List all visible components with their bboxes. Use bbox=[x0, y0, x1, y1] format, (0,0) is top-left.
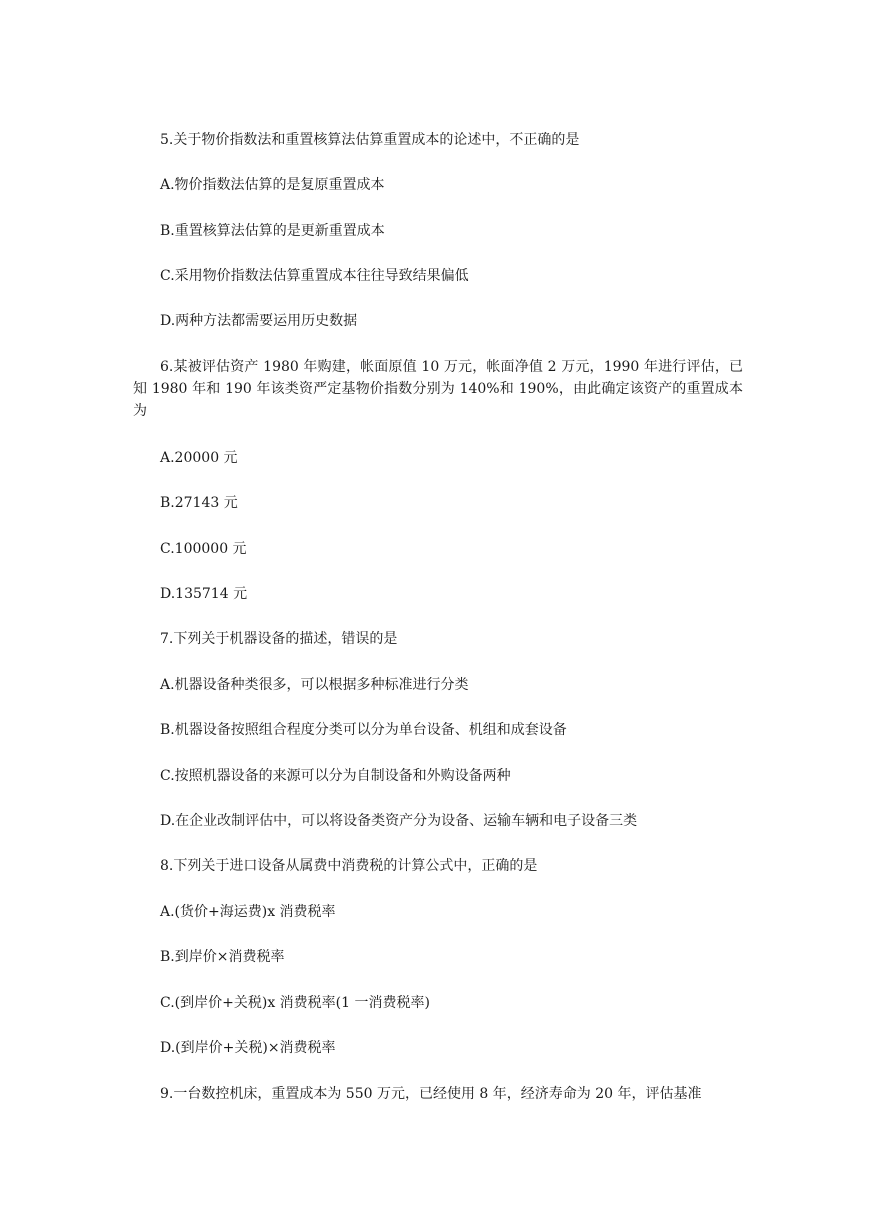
question-7-option-a: A.机器设备种类很多，可以根据多种标准进行分类 bbox=[160, 677, 469, 693]
question-6-stem: 6.某被评估资产 1980 年购建，帐面原值 10 万元，帐面净值 2 万元，1990 年进行评估，已知 1980 年和 190 年该类资严定基物价指数分别为 140%和 190%，由此确定该资产的重置成本为 bbox=[133, 359, 743, 419]
question-8-option-d: D.(到岸价+关税)×消费税率 bbox=[160, 1040, 336, 1056]
question-8-option-c: C.(到岸价+关税)x 消费税率(1 一消费税率) bbox=[160, 995, 430, 1011]
question-6-option-a: A.20000 元 bbox=[160, 450, 238, 466]
question-7-stem: 7.下列关于机器设备的描述，错误的是 bbox=[160, 631, 398, 647]
question-6-option-d: D.135714 元 bbox=[160, 586, 248, 602]
question-5-option-b: B.重置核算法估算的是更新重置成本 bbox=[160, 223, 385, 239]
question-8-option-a: A.(货价+海运费)x 消费税率 bbox=[160, 904, 336, 920]
question-5-option-a: A.物价指数法估算的是复原重置成本 bbox=[160, 177, 385, 193]
question-5-stem: 5.关于物价指数法和重置核算法估算重置成本的论述中，不正确的是 bbox=[160, 132, 580, 148]
question-8-stem: 8.下列关于进口设备从属费中消费税的计算公式中，正确的是 bbox=[160, 858, 538, 874]
question-9-stem: 9.一台数控机床，重置成本为 550 万元，已经使用 8 年，经济寿命为 20 年，评估基准 bbox=[160, 1086, 702, 1102]
question-8-option-b: B.到岸价×消费税率 bbox=[160, 949, 285, 965]
question-6-option-b: B.27143 元 bbox=[160, 495, 238, 511]
question-7-option-b: B.机器设备按照组合程度分类可以分为单台设备、机组和成套设备 bbox=[160, 722, 567, 738]
question-5-option-d: D.两种方法都需要运用历史数据 bbox=[160, 313, 358, 329]
question-6-option-c: C.100000 元 bbox=[160, 541, 247, 557]
question-7-option-c: C.按照机器设备的来源可以分为自制设备和外购设备两种 bbox=[160, 768, 511, 784]
question-5-option-c: C.采用物价指数法估算重置成本往往导致结果偏低 bbox=[160, 268, 469, 284]
question-7-option-d: D.在企业改制评估中，可以将设备类资产分为设备、运输车辆和电子设备三类 bbox=[160, 813, 638, 829]
